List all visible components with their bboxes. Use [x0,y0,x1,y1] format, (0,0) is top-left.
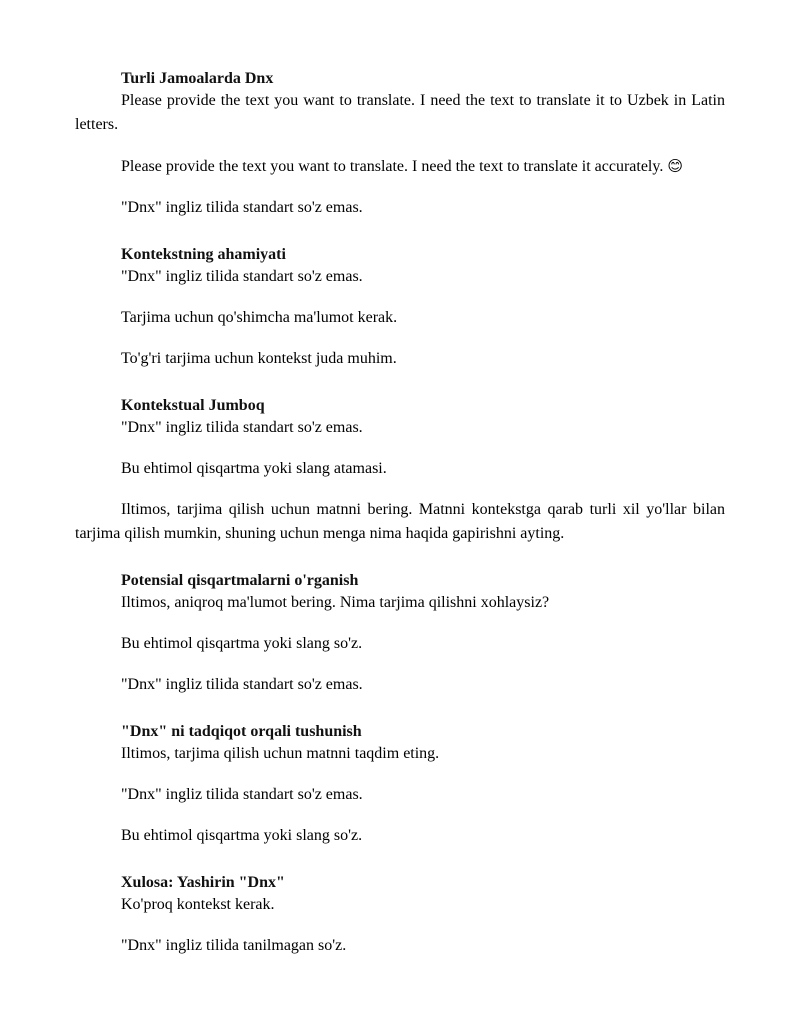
section-xulosa [75,872,725,958]
paragraph: To'g'ri tarjima uchun kontekst juda muhim. [121,350,397,367]
paragraph: "Dnx" ingliz tilida standart so'z emas. [121,786,363,803]
paragraph: "Dnx" ingliz tilida standart so'z emas. [121,419,363,436]
paragraph: Please provide the text you want to translate. I need the text to translate it accurately. 😊 [121,157,683,175]
paragraph: Bu ehtimol qisqartma yoki slang so'z. [121,635,363,652]
paragraph: Iltimos, tarjima qilish uchun matnni bering. Matnni kontekstga qarab turli xil yo'llar bilan tarjima qilish mumkin, shuning uchun menga nima haqida gapirishni ayting. [75,501,725,542]
section-heading: Kontekstning ahamiyati [121,246,286,263]
section-heading: Potensial qisqartmalarni o'rganish [121,572,359,589]
section-potensial-qisqartmalar [75,570,725,697]
section-kontekstual-jumboq [75,395,725,546]
paragraph: Please provide the text you want to translate. I need the text to translate it to Uzbek in Latin letters. [75,92,725,133]
section-heading: Kontekstual Jumboq [121,397,265,414]
paragraph: "Dnx" ingliz tilida standart so'z emas. [121,199,363,216]
section-kontekstning-ahamiyati [75,244,725,371]
paragraph: Tarjima uchun qo'shimcha ma'lumot kerak. [121,309,398,326]
paragraph: Bu ehtimol qisqartma yoki slang atamasi. [121,460,387,477]
section-heading: Xulosa: Yashirin "Dnx" [121,874,285,891]
section-turli-jamoalarda [75,68,725,220]
section-heading: Turli Jamoalarda Dnx [121,70,274,87]
paragraph: "Dnx" ingliz tilida standart so'z emas. [121,268,363,285]
section-heading: "Dnx" ni tadqiqot orqali tushunish [121,723,362,740]
paragraph: Iltimos, tarjima qilish uchun matnni taqdim eting. [121,745,440,762]
paragraph: "Dnx" ingliz tilida tanilmagan so'z. [121,937,347,954]
paragraph: Bu ehtimol qisqartma yoki slang so'z. [121,827,363,844]
paragraph: Ko'proq kontekst kerak. [121,896,275,913]
paragraph: "Dnx" ingliz tilida standart so'z emas. [121,676,363,693]
paragraph: Iltimos, aniqroq ma'lumot bering. Nima tarjima qilishni xohlaysiz? [121,594,550,611]
section-dnx-tadqiqot [75,721,725,848]
smiley-icon: 😊 [667,157,683,175]
